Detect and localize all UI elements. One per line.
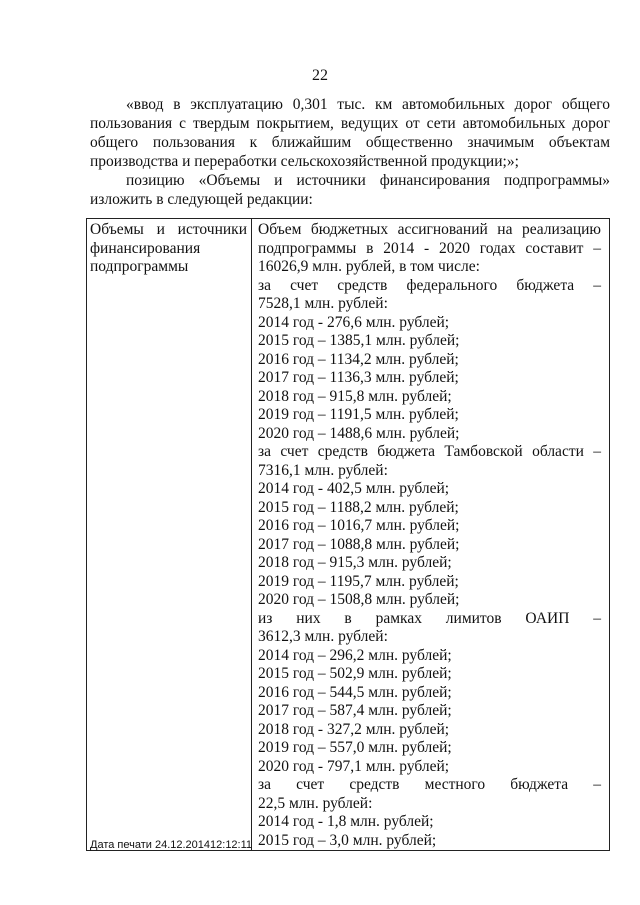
text-line: из них в рамках лимитов ОАИП – <box>258 609 601 627</box>
total-block <box>258 221 601 277</box>
oaip-block <box>258 610 601 777</box>
text-line: 16026,9 млн. рублей, в том числе: <box>258 258 480 275</box>
text-line: за счет средств местного бюджета – <box>258 776 601 793</box>
year-line: 2014 год - 276,6 млн. рублей; <box>258 313 450 331</box>
year-line: 2017 год – 1136,3 млн. рублей; <box>258 369 459 386</box>
year-line: 2020 год - 797,1 млн. рублей; <box>258 757 450 775</box>
year-line: 2020 год – 1488,6 млн. рублей; <box>258 424 460 442</box>
text-line: 7528,1 млн. рублей: <box>258 295 388 312</box>
year-line: 2014 год - 1,8 млн. рублей; <box>258 813 434 830</box>
text-line: 3612,3 млн. рублей: <box>258 628 388 645</box>
table-right-cell <box>252 219 610 851</box>
year-line: 2019 год – 557,0 млн. рублей; <box>258 739 452 756</box>
print-date: Дата печати 24.12.201412:12:11 <box>90 839 253 851</box>
year-line: 2014 год - 402,5 млн. рублей; <box>258 480 450 497</box>
federal-block <box>258 277 601 444</box>
year-line: 2018 год - 327,2 млн. рублей; <box>258 720 450 738</box>
page-number: 22 <box>312 67 328 84</box>
intro-paragraph-2: позицию «Объемы и источники финансирования подпрограммы» изложить в следующей редакции: <box>90 172 610 208</box>
year-line: 2016 год – 544,5 млн. рублей; <box>258 683 452 701</box>
text-line: 22,5 млн. рублей: <box>258 794 373 812</box>
year-line: 2020 год – 1508,8 млн. рублей; <box>258 591 460 608</box>
year-line: 2014 год – 296,2 млн. рублей; <box>258 646 452 664</box>
text-line: за счет средств федерального бюджета – <box>258 276 601 294</box>
text-line: подпрограммы в 2014 - 2020 годах составит – <box>258 239 601 257</box>
year-line: 2015 год – 1385,1 млн. рублей; <box>258 332 460 349</box>
year-line: 2019 год – 1195,7 млн. рублей; <box>258 572 459 590</box>
text-line: Объем бюджетных ассигнований на реализацию <box>258 221 601 238</box>
intro-text <box>90 95 610 209</box>
year-line: 2015 год – 3,0 млн. рублей; <box>258 831 437 849</box>
regional-block <box>258 443 601 610</box>
year-line: 2018 год – 915,8 млн. рублей; <box>258 387 452 405</box>
year-line: 2017 год – 1088,8 млн. рублей; <box>258 535 460 553</box>
year-line: 2017 год – 587,4 млн. рублей; <box>258 702 452 719</box>
table-row <box>87 219 610 851</box>
funding-heading: Объемы и источники финансирования подпрограммы <box>90 221 247 275</box>
local-block <box>258 776 601 850</box>
year-line: 2016 год – 1134,2 млн. рублей; <box>258 350 459 368</box>
year-line: 2019 год – 1191,5 млн. рублей; <box>258 406 459 423</box>
funding-table <box>86 218 610 851</box>
text-line: за счет средств бюджета Тамбовской области – <box>258 443 601 460</box>
year-line: 2018 год – 915,3 млн. рублей; <box>258 554 452 571</box>
table-left-cell <box>87 219 252 851</box>
text-line: 7316,1 млн. рублей: <box>258 461 388 479</box>
intro-paragraph-1: «ввод в эксплуатацию 0,301 тыс. км автомобильных дорог общего пользования с твердым покрытием, ведущих от сети автомобильных дорог общего пользования к ближайшим общественно значимым объектам производства и переработки сельскохозяйственной продукции;»; <box>90 96 610 170</box>
year-line: 2015 год – 1188,2 млн. рублей; <box>258 498 459 516</box>
year-line: 2016 год – 1016,7 млн. рублей; <box>258 517 460 534</box>
year-line: 2015 год – 502,9 млн. рублей; <box>258 665 452 682</box>
